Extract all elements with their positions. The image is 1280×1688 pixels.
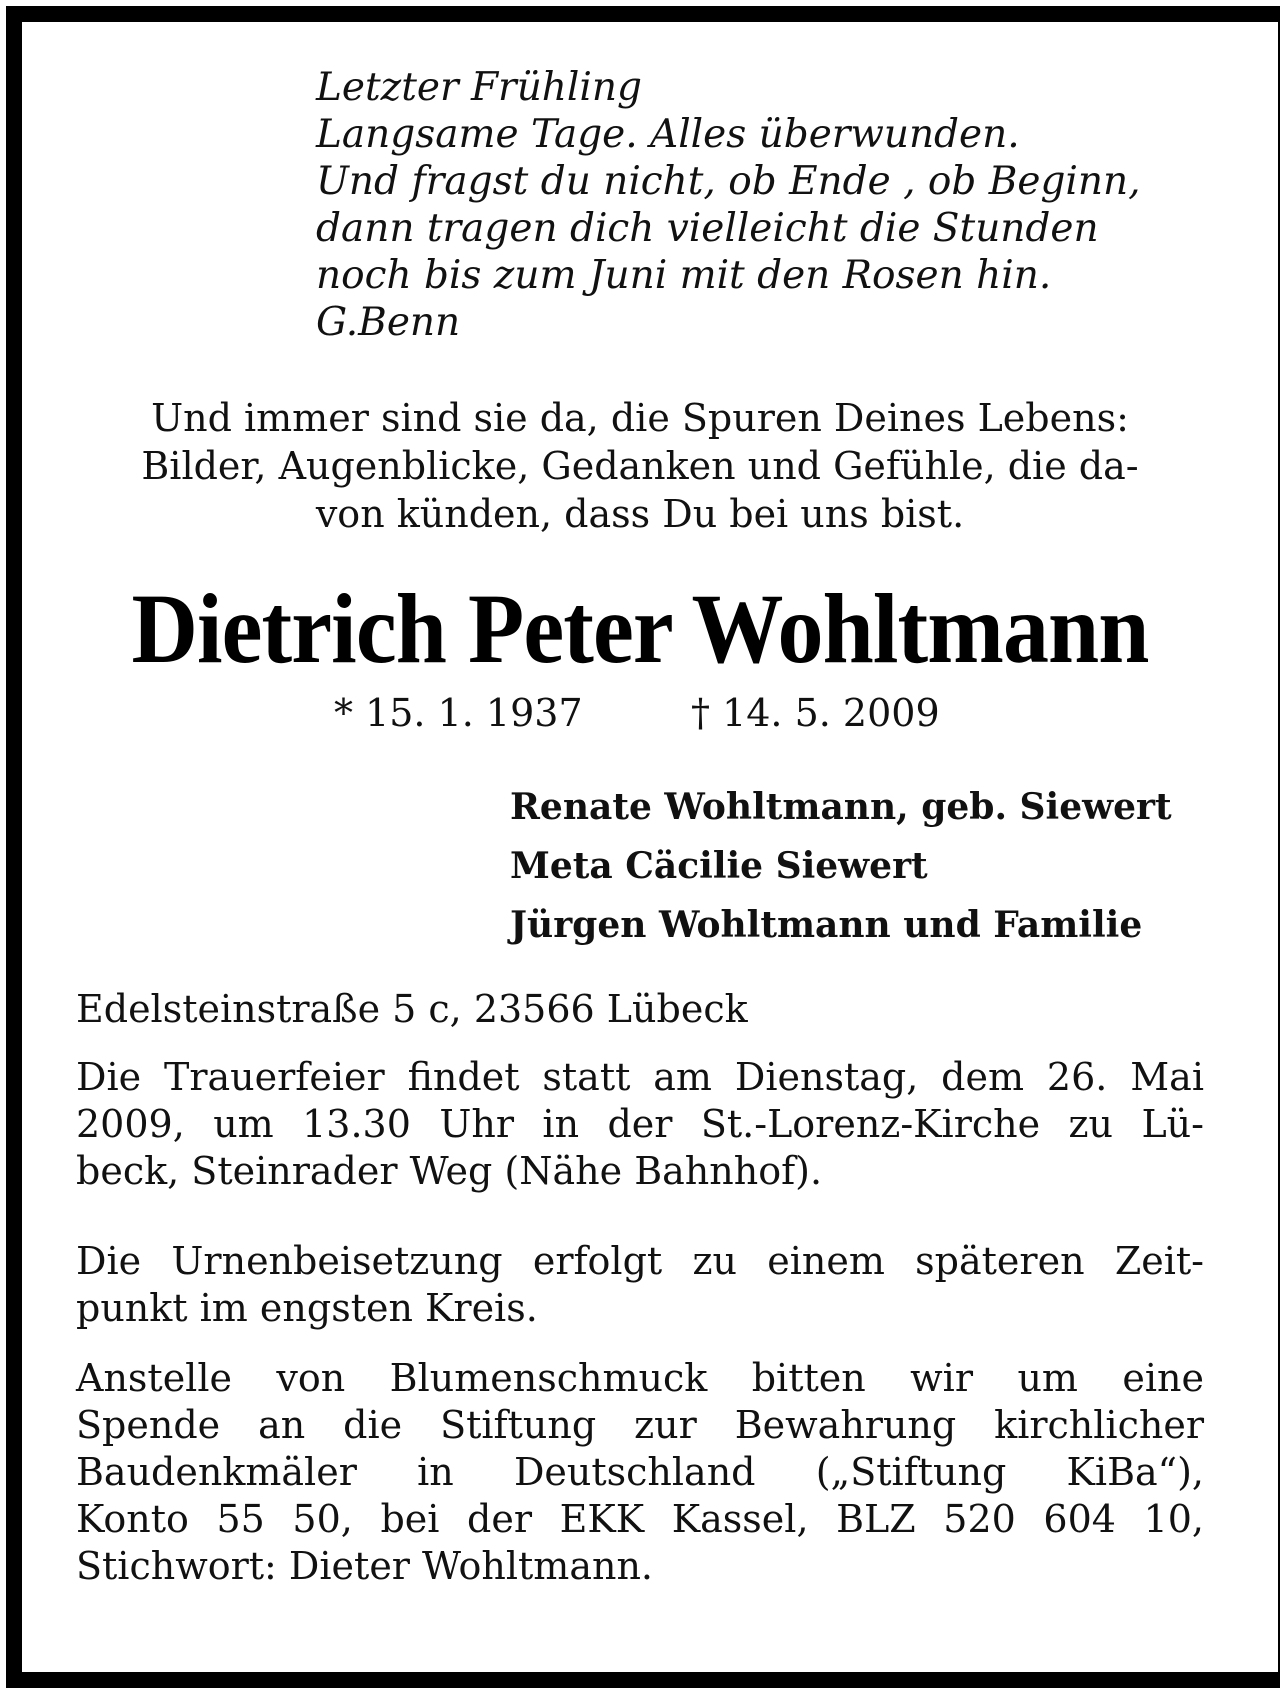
poem [316, 64, 1141, 346]
birth-date: * 15. 1. 1937 [334, 691, 583, 735]
service-line: Die Trauerfeier findet statt am Dienstag, dem 26. Mai [76, 1055, 1204, 1099]
donation-line: Spende an die Stiftung zur Bewahrung kirchlicher [76, 1403, 1204, 1447]
donation-line: Anstelle von Blumenschmuck bitten wir um eine [76, 1356, 1204, 1400]
service-line: beck, Steinrader Weg (Nähe Bahnhof). [76, 1149, 823, 1193]
donation-notice [76, 1355, 1204, 1590]
service-line: 2009, um 13.30 Uhr in der St.-Lorenz-Kirche zu Lü- [76, 1102, 1204, 1146]
intro-line: von künden, dass Du bei uns bist. [315, 492, 965, 536]
urn-line: punkt im engsten Kreis. [76, 1286, 538, 1330]
death-date: † 14. 5. 2009 [691, 691, 940, 735]
intro-text [70, 394, 1210, 538]
poem-line: Und fragst du nicht, ob Ende , ob Beginn, [316, 159, 1141, 204]
mourner-name: Renate Wohltmann, geb. Siewert [510, 786, 1172, 828]
donation-line: Konto 55 50, bei der EKK Kassel, BLZ 520 604 10, [76, 1497, 1204, 1541]
poem-line: dann tragen dich vielleicht die Stunden [316, 206, 1099, 251]
urn-burial-notice [76, 1238, 1204, 1332]
poem-line: noch bis zum Juni mit den Rosen hin. [316, 253, 1052, 298]
funeral-service-notice [76, 1054, 1204, 1195]
donation-line: Baudenkmäler in Deutschland („Stiftung KiBa“), [76, 1450, 1204, 1494]
mourner-name: Meta Cäcilie Siewert [510, 845, 928, 887]
deceased-name: Dietrich Peter Wohltmann [131, 573, 1149, 684]
poem-author: G.Benn [316, 300, 461, 345]
poem-line: Langsame Tage. Alles überwunden. [316, 112, 1020, 157]
mourner-name: Jürgen Wohltmann und Familie [510, 904, 1143, 946]
intro-line: Und immer sind sie da, die Spuren Deines Lebens: [151, 396, 1129, 440]
poem-line: Letzter Frühling [316, 65, 642, 110]
address [76, 986, 1204, 1033]
donation-line: Stichwort: Dieter Wohltmann. [76, 1544, 654, 1588]
urn-line: Die Urnenbeisetzung erfolgt zu einem späteren Zeit- [76, 1239, 1204, 1283]
address-line: Edelsteinstraße 5 c, 23566 Lübeck [76, 987, 748, 1031]
intro-line: Bilder, Augenblicke, Gedanken und Gefühle, die da- [141, 444, 1139, 488]
mourners-list [510, 778, 1172, 955]
